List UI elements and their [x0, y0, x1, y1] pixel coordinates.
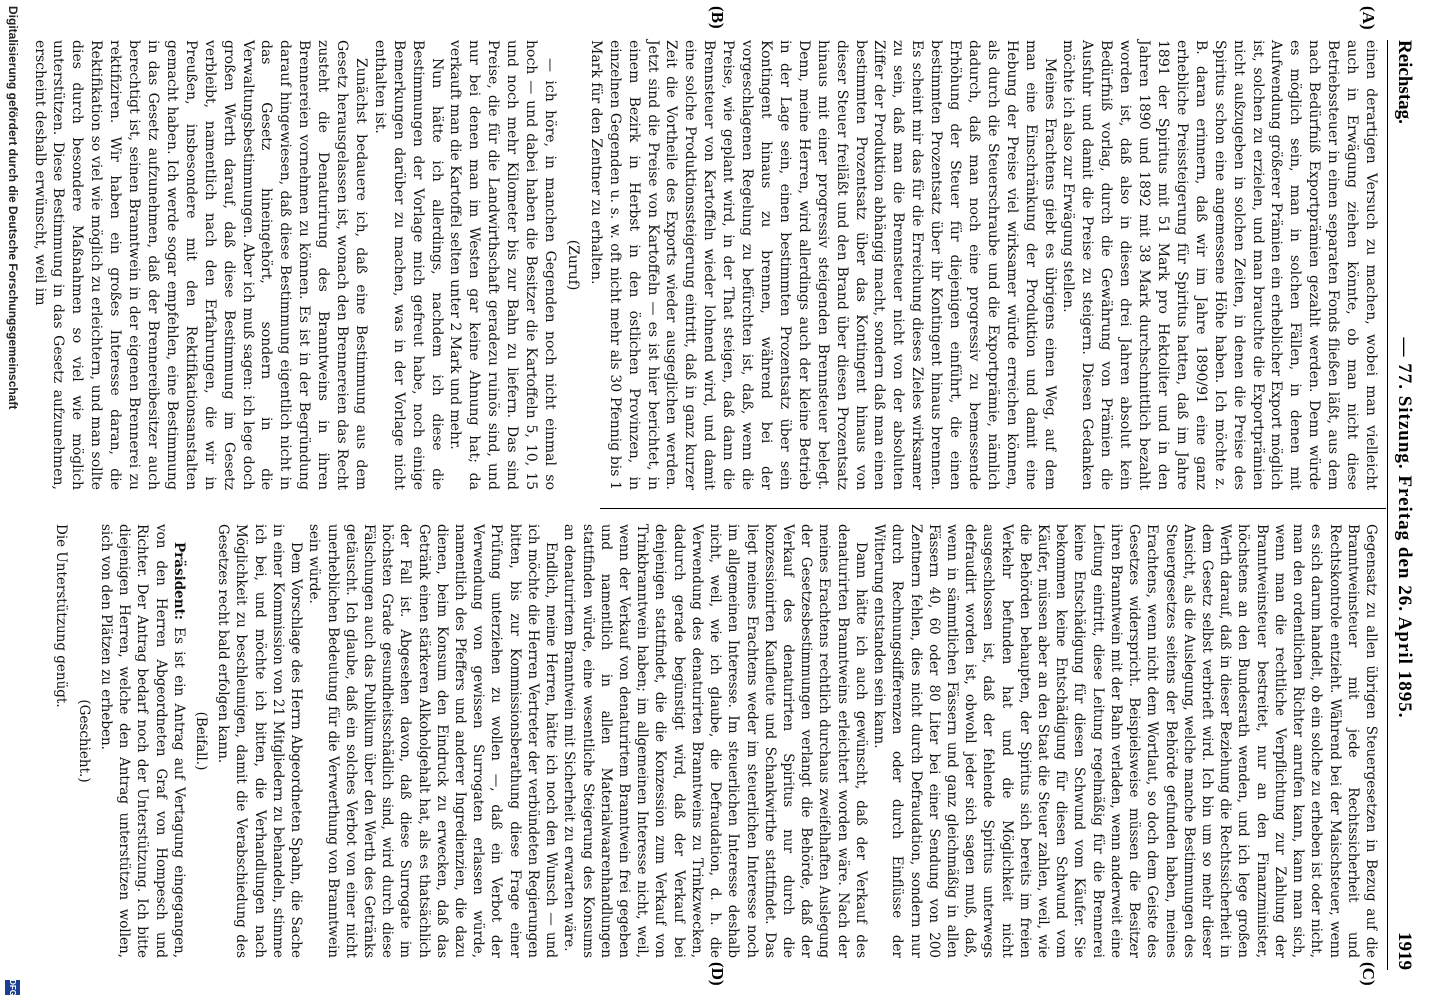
right-column	[52, 524, 1380, 958]
right-paragraph-6: Die Unterstützung genügt.	[53, 524, 70, 708]
header-session: — 77. Sitzung. Freitag den 26. April 1895.	[1394, 337, 1415, 719]
dfg-logo: DFG	[5, 980, 20, 995]
page-header	[1390, 40, 1418, 970]
column-divider	[600, 508, 1386, 509]
applause: (Beifall.)	[193, 711, 209, 771]
funding-notice: Digitalisierung gefördert durch die Deutsche Forschungsgemeinschaft	[6, 6, 20, 410]
left-paragraph-5: Zunächst bedauere ich, daß eine Bestimmung aus dem Gesetz herausgelassen ist, wonach den Brennereien das Recht zusteht die Denaturirung des Branntweins in ihren Brennereien vornehmen zu können. Es ist in der Begründung darauf hingewiesen, daß diese Bestimmung eigentlich nicht in das Gesetz hineingehört, sondern in die Verwaltungsbestimmungen. Aber ich muß sagen: ich lege doch großen Werth darauf, daß diese Bestimmung im Gesetz verbleibt, namentlich nach den Erfahrungen, die wir in Preußen, insbesondere mit den Rektifikationsanstalten gemacht haben. Ich werde sogar empfehlen, eine Bestimmung in das Gesetz aufzunehmen, daß der Brennereibesitzer auch berechtigt ist, seinen Branntwein in der eigenen Brennerei zu rektifiziren. Wir haben ein großes Interesse daran, die Rektifikation so viel wie möglich zu erleichtern, und man sollte dies durch besondere Maßnahmen so viel wie möglich unterstützen. Diese Bestimmung in das Gesetz aufzunehmen, erscheint deshalb erwünscht, weil im	[31, 40, 369, 490]
speaker-label: Präsident:	[170, 542, 187, 620]
margin-marker-c: (C)	[1359, 962, 1378, 986]
left-paragraph-4: Nun hätte ich allerdings, nachdem ich diese die Bestimmungen der Vorlage mich gefreut habe, noch einige Bemerkungen darüber zu machen, was in der Vorlage nicht enthalten ist.	[371, 40, 445, 490]
left-column	[30, 40, 1380, 490]
right-paragraph-1: Gegensatz zu allen übrigen Steuergesetzen in Bezug auf die Branntweinsteuer mit jede Rechtssicherheit und Rechtskontrole entzieht. Während bei der Maischsteuer, wenn es sich darum handelt, ob ein solche zu erheben ist oder nicht, man den ordentlichen Richter anrufen kann, kann man sich, wenn man die rechtliche Verpflichtung zur Zahlung der Branntweinsteuer bestreitet, nur an den Finanzminister, höchstens an den Bundesrath wenden, und ich lege großen Werth darauf, daß in dieser Beziehung die Rechtssicherheit in dem Gesetz selbst verbrieft wird. Ich bin um so mehr dieser Ansicht, als die Auslegung, welche manche Bestimmungen des Steuergesetzes seitens der Behörde gefunden haben, meines Erachtens, wenn nicht dem Wortlaut, so doch dem Geiste des Gesetzes widerspricht. Beispielsweise müssen die Besitzer ihren Branntwein mit der Bahn verladen, wenn anderweit eine Leitung eintritt, diese Leitung regelmäßig für die Brennerei keine Entschädigung für diesen Schwund vom Käufer. Sie bekommen keine Entschädigung für diesen Schwund vom Käufer, müssen aber an den Staat die Steuer zahlen, weil, wie die Behörden behaupten, der Spiritus sich bereits im freien Verkehr befunden hat und die Möglichkeit nicht ausgeschlossen ist, daß der fehlende Spiritus unterwegs defraudirt worden ist, obwohl jeder sich sagen muß, daß, wenn in sämmtlichen Fässern und ganz gleichmäßig in allen Fässern 40, 60 oder 80 Liter bei einer Sendung von 200 Zentnern fehlen, dies nicht durch Defraudation, sondern nur durch Rechnungsdifferenzen oder durch Einflüsse der Witterung entstanden sein kann.	[871, 524, 1379, 958]
left-paragraph-3: — ich höre, in manchen Gegenden noch nicht einmal so hoch — und dabei haben die Besitzer die Kartoffeln 5, 10, 15 und noch mehr Kilometer bis zur Bahn zu liefern. Das sind Preise, die für die Landwirthschaft geradezu ruinös sind, und nur bei denen man im Westen gar keine Ahnung hat; da verkauft man die Kartoffel selten unter 2 Mark und mehr.	[447, 40, 559, 490]
president-paragraph	[97, 524, 188, 958]
header-title: Reichstag.	[1394, 40, 1415, 124]
right-paragraph-3: Endlich, meine Herren, hätte ich noch den Wunsch — und ich möchte die Herren Vertreter der verbündeten Regierungen bitten, bis zur Kommissionsberathung diese Frage einer Prüfung unterziehen zu wollen —, daß ein Verbot der Verwendung von gewissen Surrogaten erlassen würde, namentlich des Pfeffers und anderer Ingredienzien, die dazu dienen, beim Konsum den Eindruck zu erwecken, daß das Getränk einen stärkeren Alkoholgehalt hat, als es thatsächlich der Fall ist. Abgesehen davon, daß diese Surrogate im höchsten Grade gesundheitsschädlich sind, wird durch diese Fälschungen auch das Publikum über den Werth des Getränks getäuscht. Ich glaube, daß ein solches Verbot von einer nicht unerheblichen Bedeutung für die Verwerthung von Branntwein sein würde.	[306, 524, 560, 958]
right-paragraph-4: Dem Vorschlage des Herrn Abgeordneten Spahn, die Sache in einer Kommission von 21 Mitgliedern zu behandeln, stimme ich bei, und möchte ich bitten, die Verhandlungen nach Möglichkeit zu beschleunigen, damit die Verabschiedung des Gesetzes recht bald erfolgen kann.	[215, 524, 305, 958]
left-paragraph-2: Meines Erachtens giebt es übrigens einen Weg, auf dem man eine Einschränkung der Produktion und damit eine Hebung der Preise viel wirksamer würde erreichen können, als durch die Steuerschraube und die Exportprämie, nämlich dadurch, daß man noch eine progressiv zu bemessende Erhöhung der Steuer für diejenigen einführt, die einen bestimmten Prozentsatz über ihr Kontingent hinaus brennen. Es scheint mir das für die Erreichung dieses Zieles wirksamer zu sein, daß man die Brennsteuer nicht von der absoluten Ziffer der Produktion abhängig macht, sondern daß man einen bestimmten Prozentsatz über das Kontingent hinaus von dieser Steuer freiläßt und den Brand über diesen Prozentsatz hinaus mit einer progressiv steigenden Brennsteuer belegt. Denn, meine Herren, wird allerdings auch der kleine Betrieb in der Lage sein, einen bestimmten Prozentsatz über sein Kontingent hinaus zu brennen, während bei der vorgeschlagenen Regelung zu befürchten ist, daß, wenn die Preise, wie geplant wird, in der That steigen, daß dann die Brennsteuer von Kartoffeln wieder lohnend wird, und damit eine solche Produktionssteigerung eintritt, daß in ganz kurzer Zeit die Vortheile des Exports wieder ausgeglichen werden. Jetzt sind die Preise von Kartoffeln — es ist hier berichtet, in einem Bezirk in Herbst in den östlichen Provinzen, in einzelnen Gegenden u. s. w. oft nicht mehr als 30 Pfennig bis 1 Mark für den Zentner zu erhalten.	[587, 40, 1058, 490]
page-number: 1919	[1394, 932, 1415, 970]
interjection: (Zuruf)	[564, 239, 581, 291]
left-paragraph-1: einen derartigen Versuch zu machen, wobei man vielleicht auch in Erwägung ziehen könnte, ob man nicht diese Betriebssteuer in einen separaten Fonds fließen läßt, aus dem nach Bedürfniß Exportprämien gezahlt werden. Denn würde es möglich sein, man in solchen Fällen, in denen mit Aufwendung größerer Prämien ein erheblicher Export möglich ist, solchen zu erzielen, und man brauchte die Exportprämien nicht außzugeben in solchen Zeiten, in denen die Preise des Spiritus schon eine angemessene Höhe haben. Ich möchte z. B. daran erinnern, daß wir im Jahre 1890/91 eine ganz erhebliche Preissteigerung für Spiritus hatten, daß im Jahre 1891 der Spiritus mit 51 Mark pro Hektoliter und in den Jahren 1890 und 1892 mit 38 Mark durchschnittlich bezahlt worden ist, daß also in diesen drei Jahren absolut kein Bedürfniß vorlag, durch die Gewährung von Prämien die Ausfuhr und damit die Preise zu steigern. Diesen Gedanken möchte ich also zur Erwägung stellen.	[1060, 40, 1379, 490]
footer-strip	[0, 0, 22, 1000]
right-paragraph-2: Dann hätte ich auch gewünscht, daß der Verkauf des denaturirten Branntweins erleichtert worden wäre. Nach der meines Erachtens rechtlich durchaus zweifelhaften Auslegung der Gesetzesbestimmungen verlangt die Behörde, daß der Verkauf des denaturirten Spiritus nur durch die konzessionirten Kaufleute und Schankwirthe stattfindet. Das liegt meines Erachtens weder im steuerlichen Interesse noch im allgemeinen Interesse. Im steuerlichen Interesse deshalb nicht, weil, wie ich glaube, die Defraudation, d. h. die Verwendung des denaturirten Branntweins zu Trinkzwecken, dadurch gerade begünstigt wird, daß der Verkauf bei denjenigen stattfindet, die die Konzession zum Verkauf von Trinkbranntwein haben; im allgemeinen Interesse nicht, weil, wenn der Verkauf von denaturirtem Branntwein frei gegeben und namentlich in allen Materialwaarenhandlungen stattfinden würde, eine wesentliche Steigerung des Konsums an denaturirtem Branntwein mit Sicherheit zu erwarten wäre.	[561, 524, 869, 958]
margin-marker-a: (A)	[1359, 6, 1378, 30]
header-rule	[1387, 40, 1388, 970]
president-text: Es ist ein Antrag auf Vertagung eingegangen, von den Herren Abgeordneten Graf von Hompesch und Richter. Der Antrag bedarf noch der Unterstützung. Ich bitte diejenigen Herren, welche den Antrag unterstützen wollen, sich von den Plätzen zu erheben.	[97, 524, 187, 958]
action-note: (Geschieht.)	[75, 699, 92, 783]
margin-marker-b: (B)	[708, 6, 727, 29]
margin-marker-d: (D)	[708, 962, 727, 986]
